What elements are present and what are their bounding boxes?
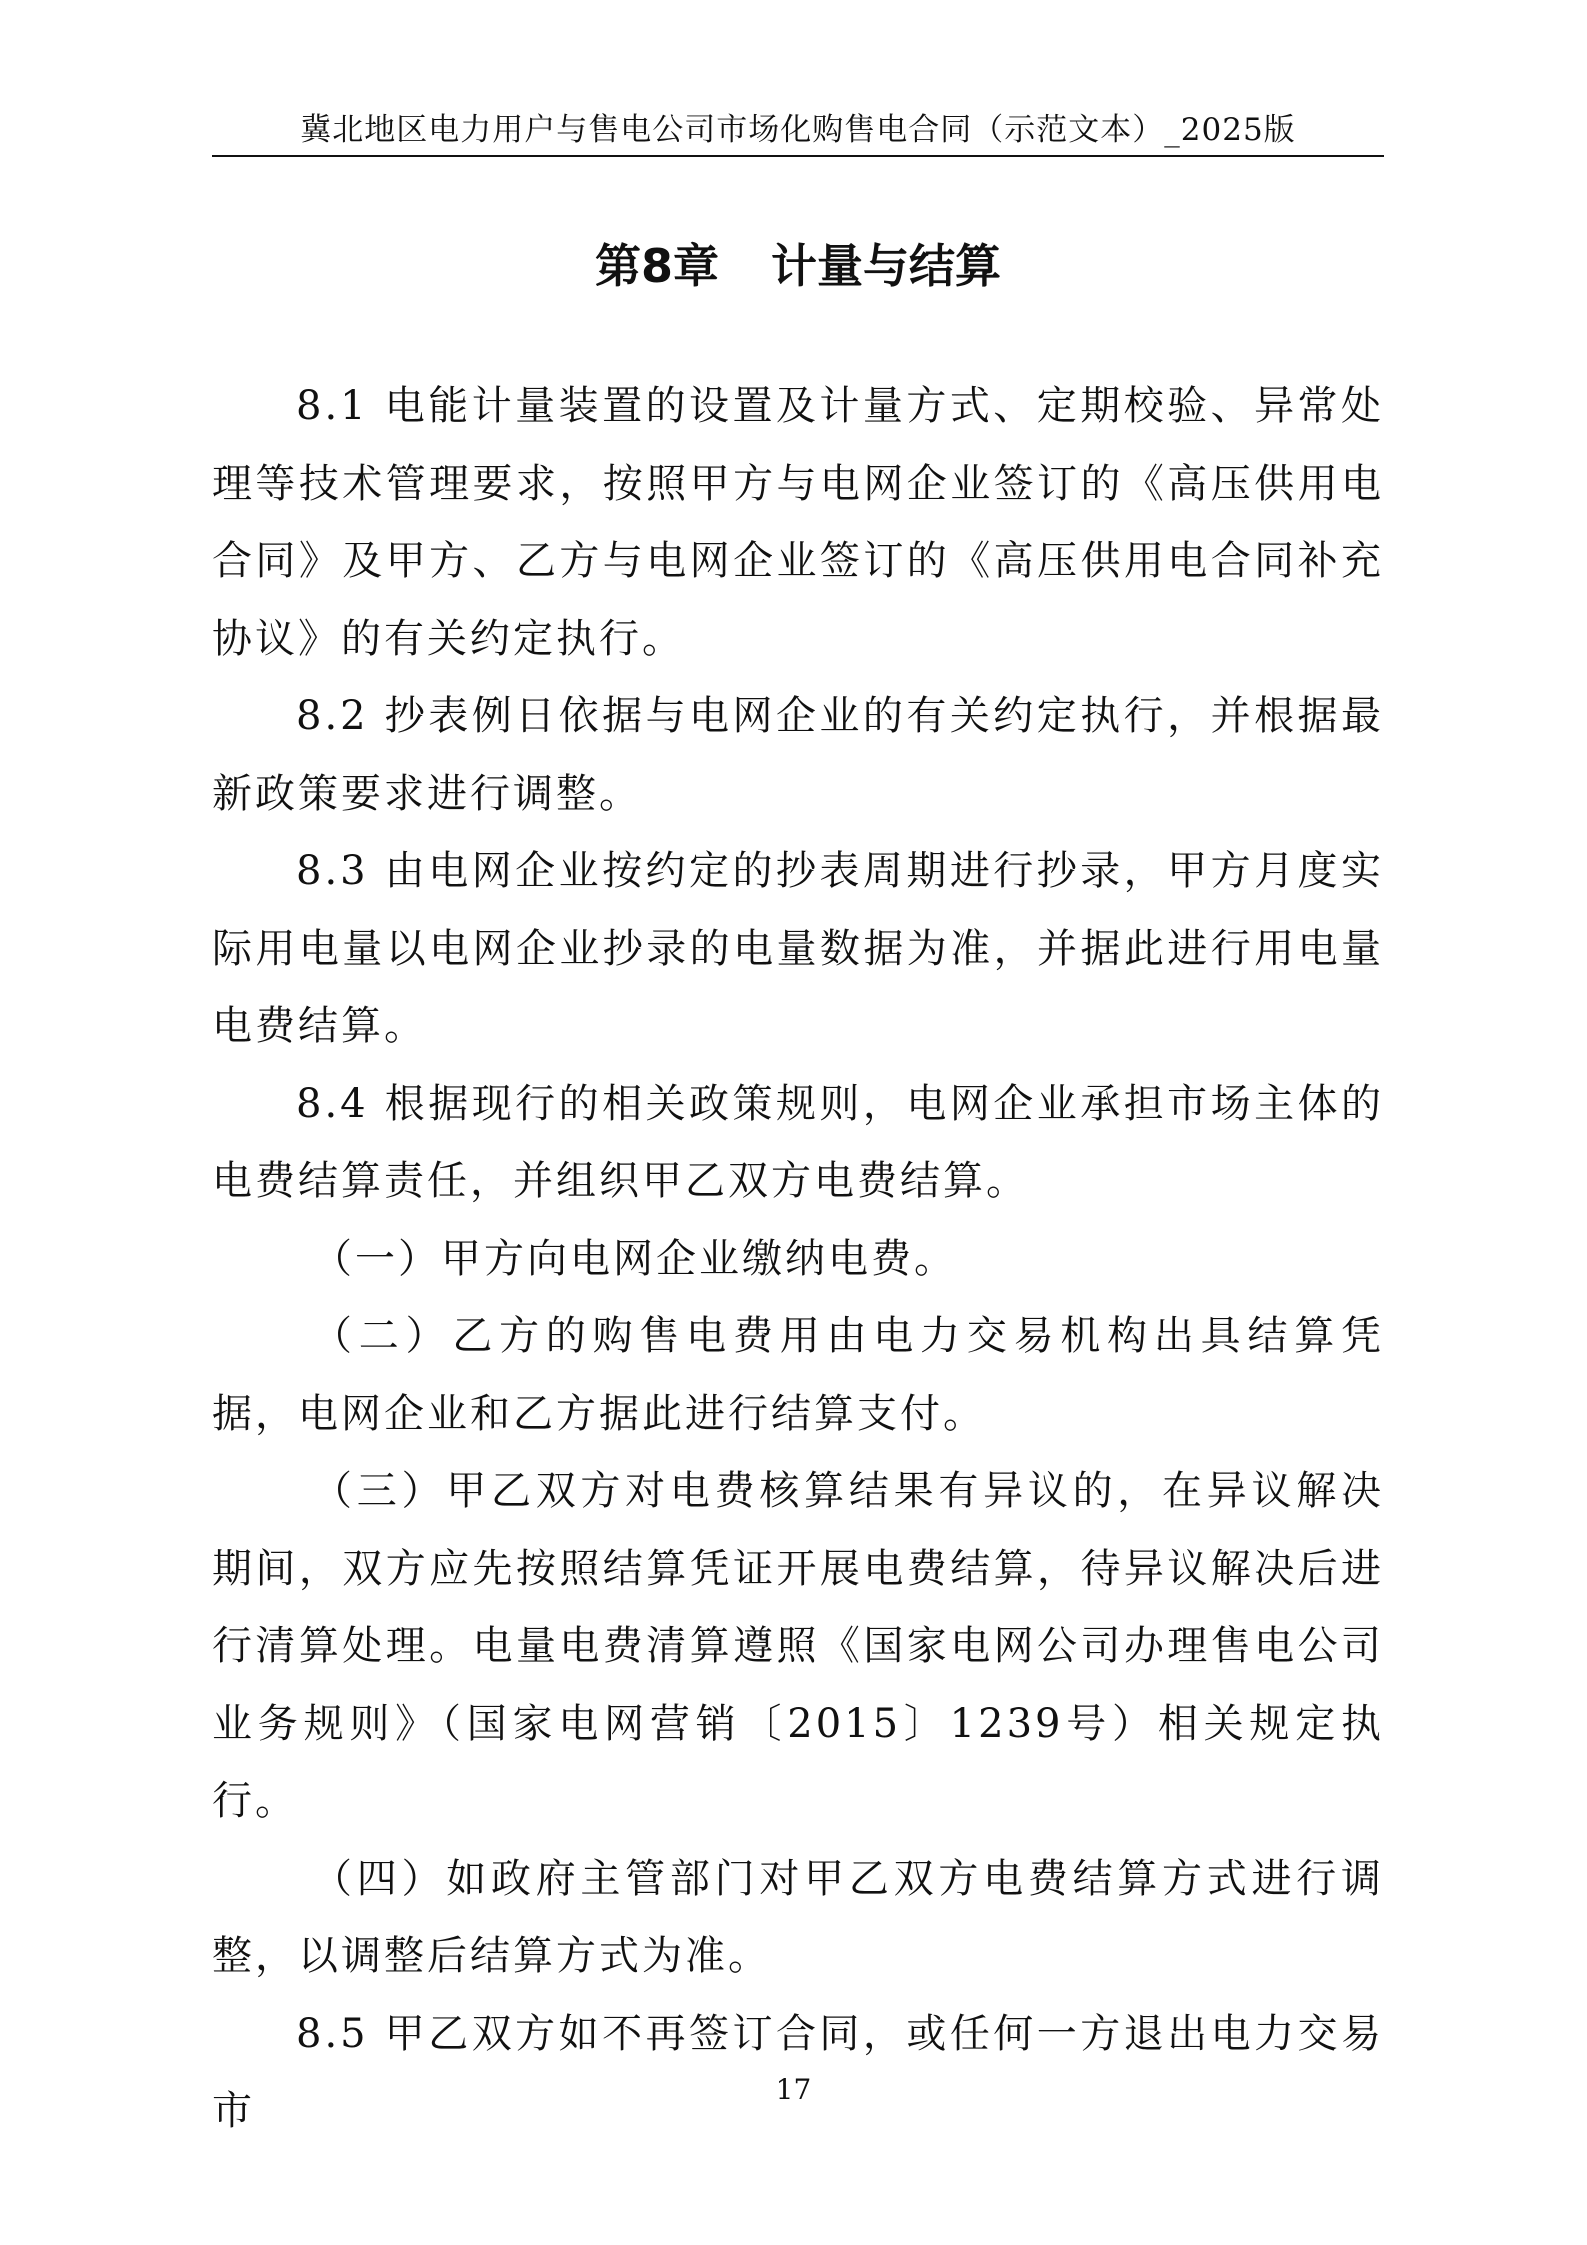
sub-item-2: （二）乙方的购售电费用由电力交易机构出具结算凭据，电网企业和乙方据此进行结算支付。	[212, 1313, 1384, 1437]
page-number: 17	[775, 2073, 812, 2106]
chapter-title: 计量与结算	[771, 239, 1001, 293]
clause-8-4: 8.4 根据现行的相关政策规则，电网企业承担市场主体的电费结算责任，并组织甲乙双方电费结算。	[212, 1080, 1384, 1204]
header-divider	[212, 155, 1384, 157]
document-body	[212, 368, 1384, 2151]
chapter-number: 第8章	[594, 239, 719, 293]
running-header: 冀北地区电力用户与售电公司市场化购售电合同（示范文本）_2025版	[300, 112, 1296, 148]
clause-8-2: 8.2 抄表例日依据与电网企业的有关约定执行，并根据最新政策要求进行调整。	[212, 693, 1384, 817]
sub-item-3: （三）甲乙双方对电费核算结果有异议的，在异议解决期间，双方应先按照结算凭证开展电费结算，待异议解决后进行清算处理。电量电费清算遵照《国家电网公司办理售电公司业务规则》（国家电网营销〔2015〕1239号）相关规定执行。	[212, 1468, 1384, 1824]
sub-item-4: （四）如政府主管部门对甲乙双方电费结算方式进行调整，以调整后结算方式为准。	[212, 1855, 1384, 1979]
sub-item-1: （一）甲方向电网企业缴纳电费。	[312, 1235, 957, 1282]
clause-8-5: 8.5 甲乙双方如不再签订合同，或任何一方退出电力交易市	[212, 2010, 1384, 2134]
clause-8-3: 8.3 由电网企业按约定的抄表周期进行抄录，甲方月度实际用电量以电网企业抄录的电量数据为准，并据此进行用电量电费结算。	[212, 848, 1384, 1049]
clause-8-1: 8.1 电能计量装置的设置及计量方式、定期校验、异常处理等技术管理要求，按照甲方与电网企业签订的《高压供用电合同》及甲方、乙方与电网企业签订的《高压供用电合同补充协议》的有关约定执行。	[212, 383, 1384, 662]
chapter-heading	[212, 236, 1384, 296]
